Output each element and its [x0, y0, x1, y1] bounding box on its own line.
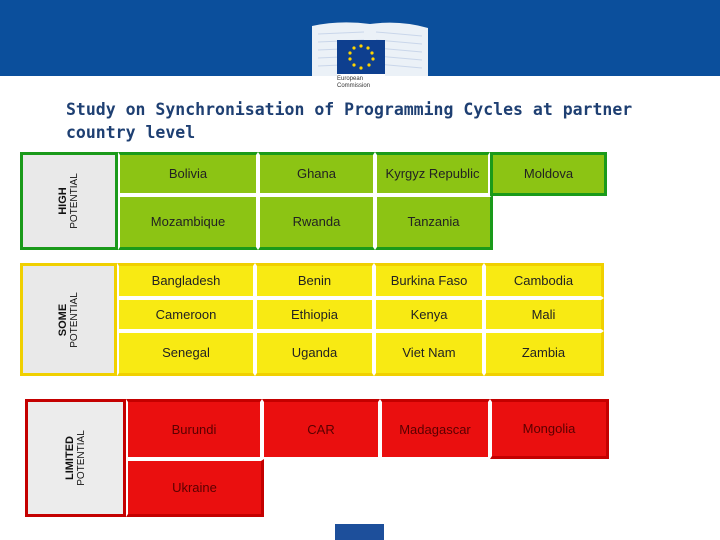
group-some-potential: [20, 263, 604, 376]
logo-text: European Commission: [337, 76, 371, 89]
country-cell: Ethiopia: [255, 298, 374, 331]
country-cell: Zambia: [484, 331, 604, 376]
country-cell: CAR: [262, 399, 380, 459]
page-title: Study on Synchronisation of Programming Cycles at partner country level: [66, 100, 633, 142]
footer-bar: [335, 524, 384, 540]
country-cell: Madagascar: [380, 399, 490, 459]
group-label: SOME POTENTIAL: [56, 291, 80, 348]
country-cell: Burundi: [126, 399, 262, 459]
group-high-extra: [490, 152, 607, 196]
country-cell: Uganda: [255, 331, 374, 376]
side-label-box: [20, 152, 118, 250]
country-cell: Benin: [255, 263, 374, 298]
group-label: HIGH POTENTIAL: [57, 173, 80, 229]
country-cell: Tanzania: [375, 195, 493, 250]
country-cell: Cameroon: [117, 298, 255, 331]
country-cell: Rwanda: [258, 195, 375, 250]
side-label-box: [20, 263, 117, 376]
country-cell: Burkina Faso: [374, 263, 484, 298]
country-cell: Ukraine: [126, 459, 264, 517]
country-cell: Ghana: [258, 152, 375, 195]
country-cell: Mozambique: [118, 195, 258, 250]
country-cell: Mali: [484, 298, 604, 331]
country-cell: Kenya: [374, 298, 484, 331]
country-cell: Viet Nam: [374, 331, 484, 376]
country-cell: Mongolia: [490, 399, 609, 459]
country-cell: Moldova: [490, 152, 607, 196]
group-limited-potential: [25, 399, 609, 517]
country-cell: Cambodia: [484, 263, 604, 298]
country-cell: Bolivia: [118, 152, 258, 195]
group-high-potential-body: [20, 152, 493, 250]
side-label-box: [25, 399, 126, 517]
group-label: LIMITED POTENTIAL: [63, 430, 87, 486]
country-cell: Kyrgyz Republic: [375, 152, 490, 195]
country-cell: Senegal: [117, 331, 255, 376]
country-cell: Bangladesh: [117, 263, 255, 298]
